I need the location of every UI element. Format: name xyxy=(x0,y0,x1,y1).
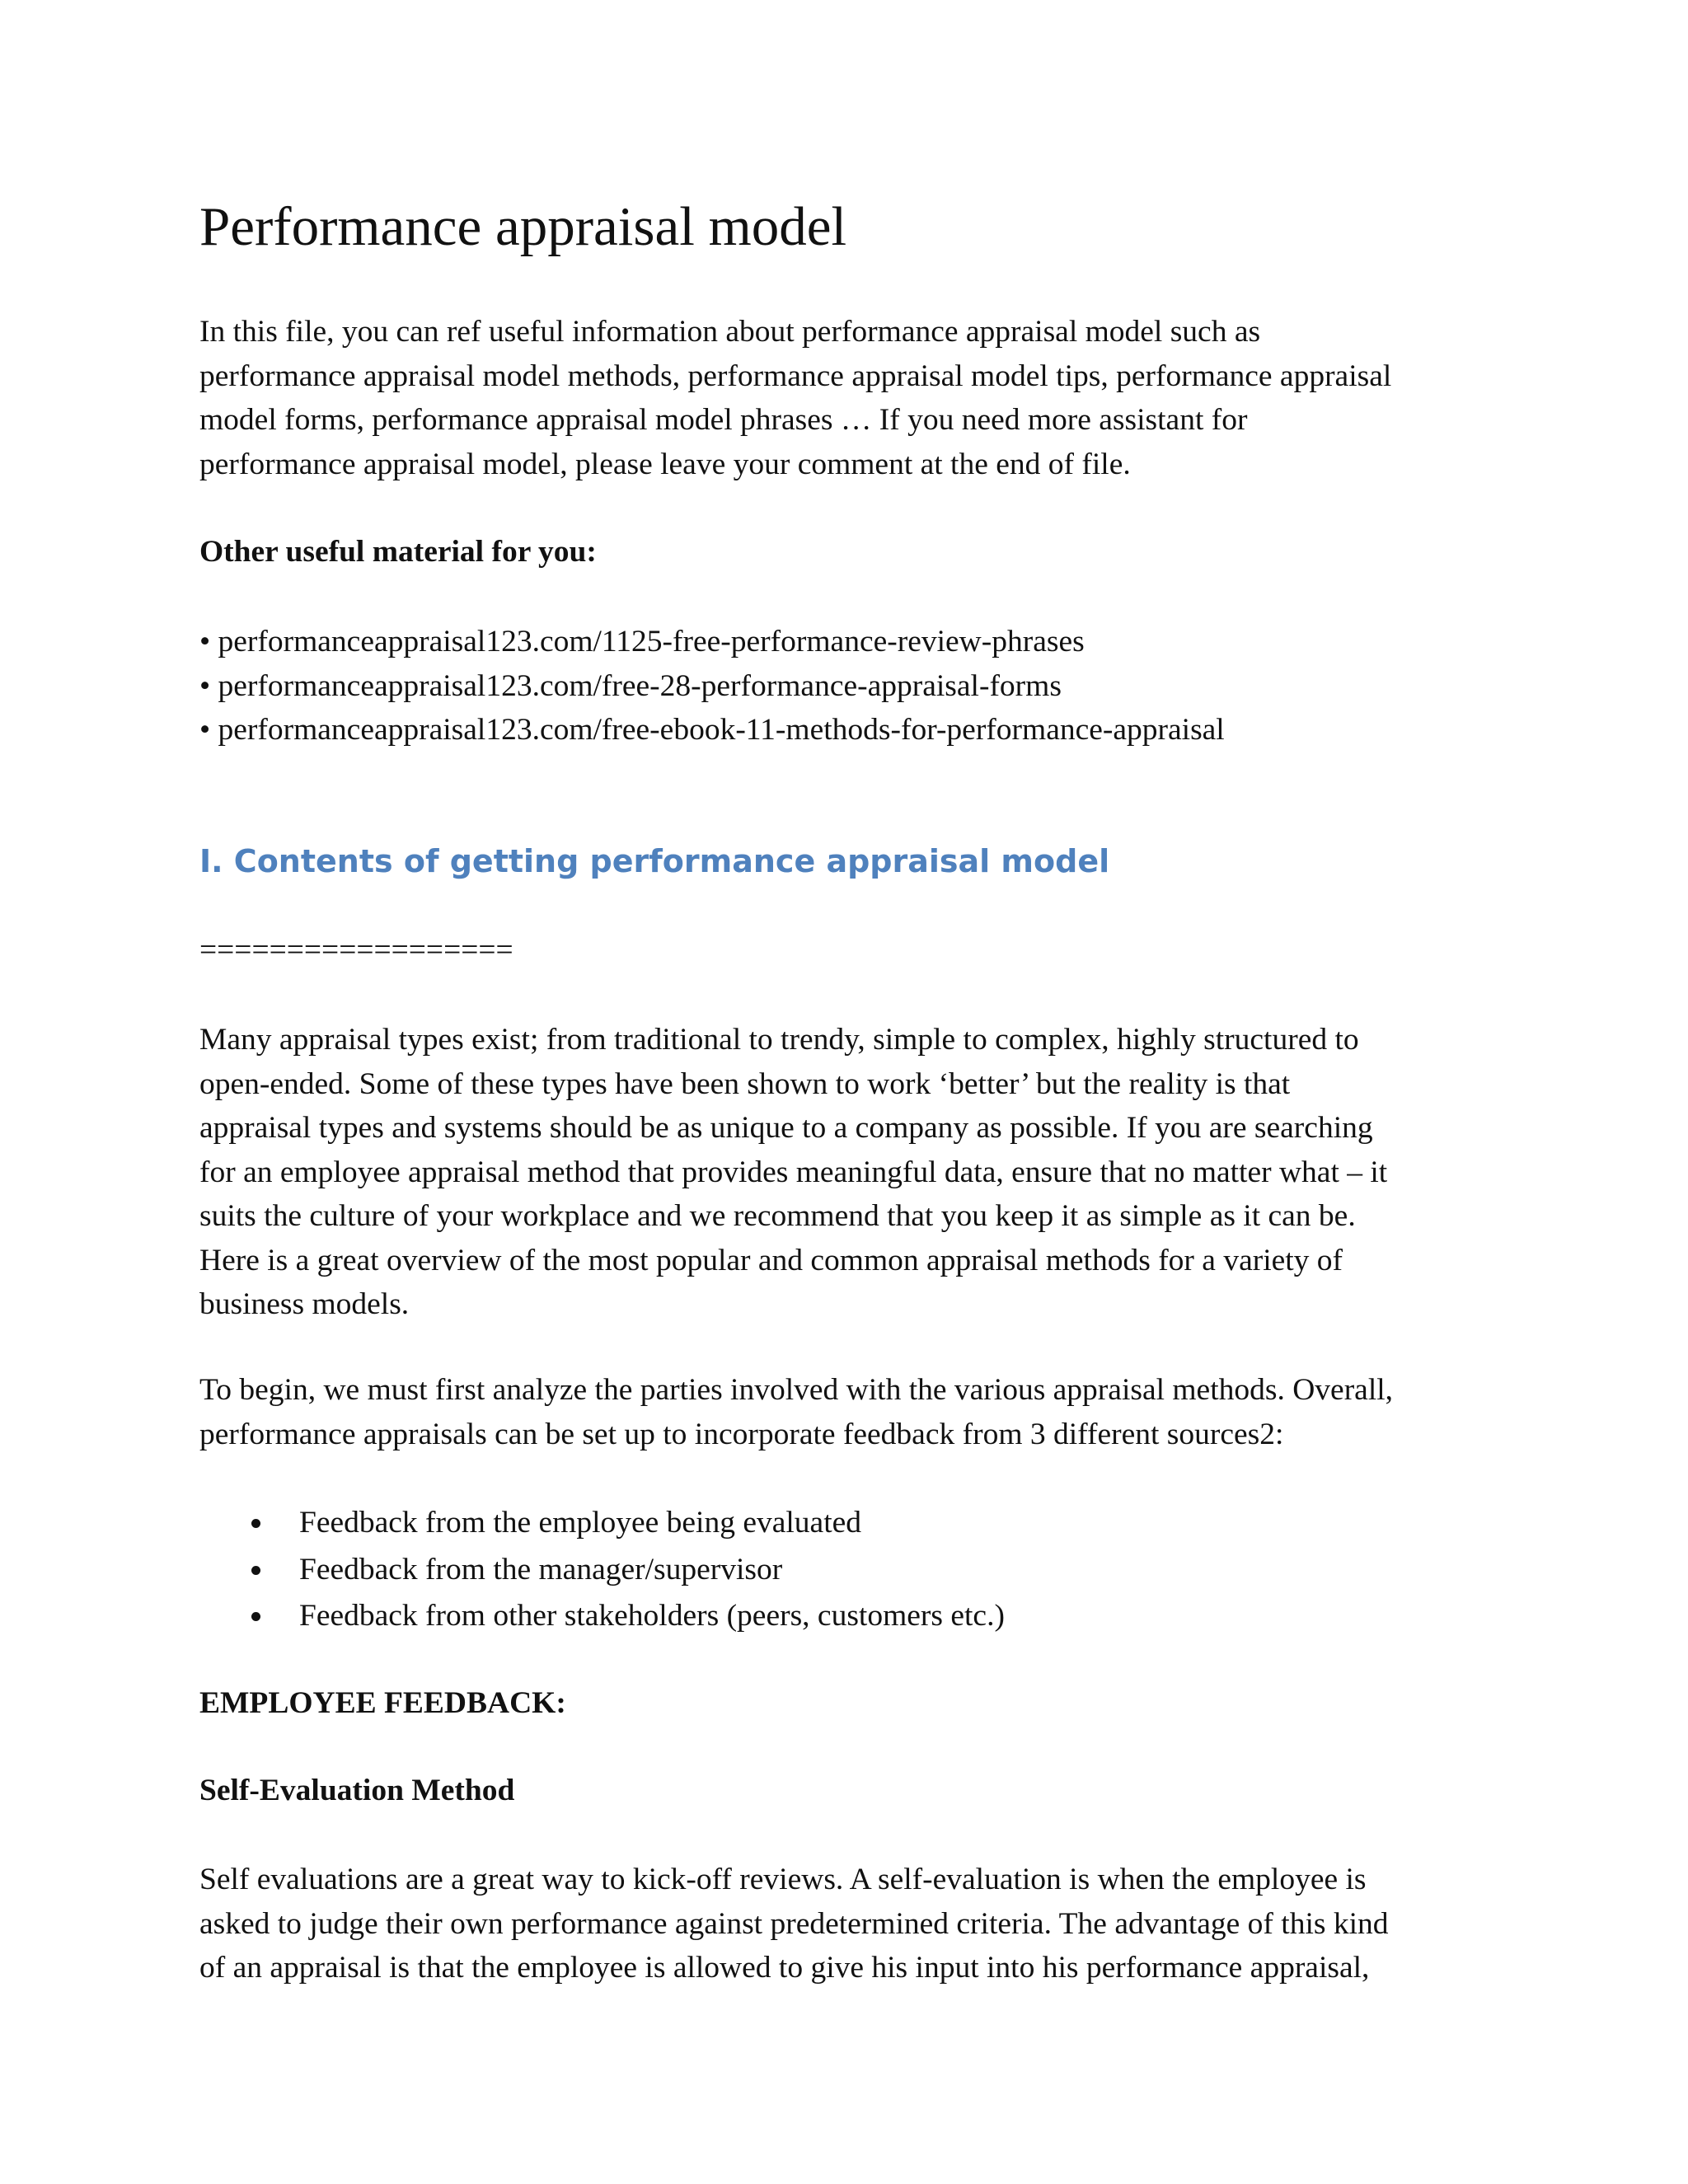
intro-line: performance appraisal model methods, performance appraisal model tips, performance appraisal xyxy=(199,359,1392,393)
intro-line: model forms, performance appraisal model phrases … If you need more assistant for xyxy=(199,403,1248,437)
paragraph-line: Here is a great overview of the most popular and common appraisal methods for a variety of xyxy=(199,1243,1343,1277)
appraisal-types-paragraph xyxy=(199,1018,1485,1327)
bullet-icon xyxy=(251,1566,260,1575)
paragraph-line: appraisal types and systems should be as unique to a company as possible. If you are searching xyxy=(199,1111,1373,1145)
paragraph-line: of an appraisal is that the employee is allowed to give his input into his performance appraisal, xyxy=(199,1951,1370,1985)
employee-feedback-heading: EMPLOYEE FEEDBACK: xyxy=(199,1686,566,1720)
feedback-sources-list xyxy=(199,1500,1005,1640)
parties-paragraph xyxy=(199,1368,1485,1456)
self-evaluation-paragraph xyxy=(199,1858,1485,1990)
list-item-text: Feedback from other stakeholders (peers, customers etc.) xyxy=(299,1599,1005,1633)
intro-paragraph xyxy=(199,310,1485,486)
paragraph-line: business models. xyxy=(199,1287,410,1321)
list-item xyxy=(199,1593,1005,1640)
list-item-text: Feedback from the employee being evaluated xyxy=(299,1506,862,1540)
paragraph-line: Self evaluations are a great way to kick-off reviews. A self-evaluation is when the employee is xyxy=(199,1863,1367,1896)
intro-line: performance appraisal model, please leave your comment at the end of file. xyxy=(199,447,1131,481)
list-item-text: Feedback from the manager/supervisor xyxy=(299,1552,783,1586)
paragraph-line: open-ended. Some of these types have been shown to work ‘better’ but the reality is that xyxy=(199,1066,1291,1101)
other-material-heading: Other useful material for you: xyxy=(199,535,597,569)
paragraph-line: suits the culture of your workplace and we recommend that you keep it as simple as it can be. xyxy=(199,1199,1356,1233)
document-title: Performance appraisal model xyxy=(199,196,847,257)
paragraph-line: asked to judge their own performance against predetermined criteria. The advantage of this kind xyxy=(199,1906,1389,1941)
list-item xyxy=(199,1500,1005,1547)
useful-links-list xyxy=(199,620,1485,752)
section-heading: I. Contents of getting performance appraisal model xyxy=(199,843,1110,879)
separator-line: ================== xyxy=(199,933,513,967)
intro-line: In this file, you can ref useful information about performance appraisal model such as xyxy=(199,315,1261,349)
useful-link[interactable]: • performanceappraisal123.com/free-ebook-11-methods-for-performance-appraisal xyxy=(199,713,1225,747)
bullet-icon xyxy=(251,1519,260,1528)
paragraph-line: To begin, we must first analyze the parties involved with the various appraisal methods. Overall, xyxy=(199,1373,1394,1407)
paragraph-line: for an employee appraisal method that provides meaningful data, ensure that no matter what – it xyxy=(199,1155,1388,1189)
list-item xyxy=(199,1547,1005,1594)
paragraph-line: Many appraisal types exist; from traditional to trendy, simple to complex, highly structured to xyxy=(199,1023,1359,1057)
useful-link[interactable]: • performanceappraisal123.com/1125-free-performance-review-phrases xyxy=(199,625,1085,658)
self-evaluation-heading: Self-Evaluation Method xyxy=(199,1774,515,1807)
paragraph-line: performance appraisals can be set up to incorporate feedback from 3 different sources2: xyxy=(199,1417,1284,1451)
bullet-icon xyxy=(251,1612,260,1621)
useful-link[interactable]: • performanceappraisal123.com/free-28-performance-appraisal-forms xyxy=(199,668,1062,703)
